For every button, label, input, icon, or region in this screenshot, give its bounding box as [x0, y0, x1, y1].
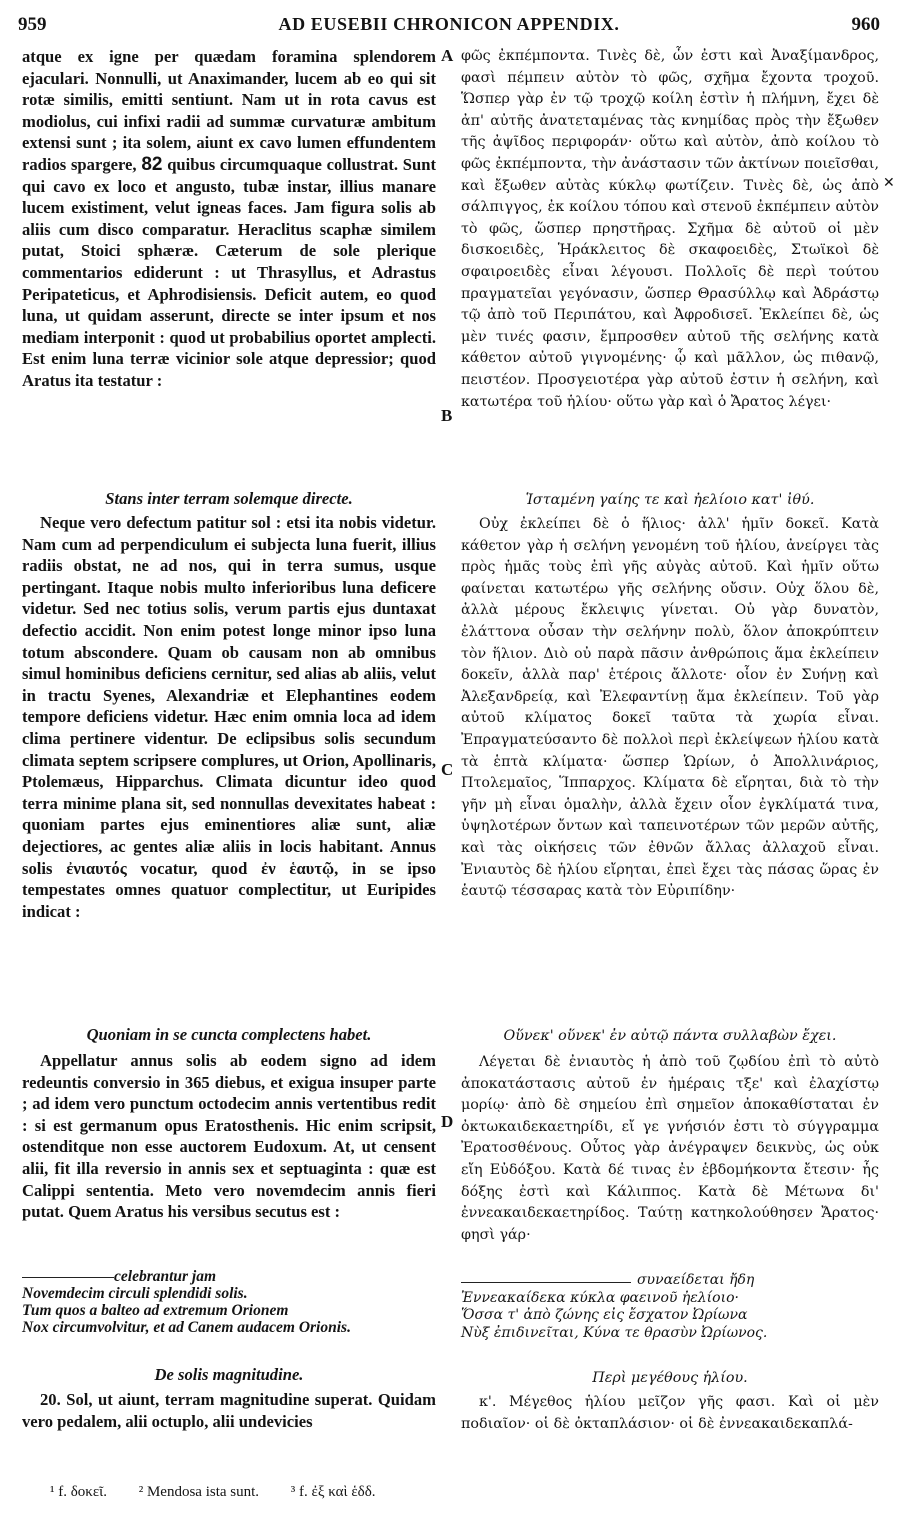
footnote-2: ² Mendosa ista sunt.	[138, 1484, 260, 1500]
page-number-left: 959	[18, 14, 47, 35]
greek-paragraph-1	[461, 46, 879, 413]
margin-letter-a: A	[441, 46, 454, 65]
greek-paragraph-4	[461, 1392, 879, 1435]
latin-poem-line-2: Novemdecim circuli splendidi solis.	[22, 1285, 248, 1302]
latin-paragraph-4-text: 20. Sol, ut aiunt, terram magnitudine superat. Quidam vero pedalem, alii octuplo, alii undevicies	[22, 1390, 436, 1431]
margin-letter-b: B	[441, 406, 453, 425]
footnote-1: ¹ f. δοκεῖ.	[50, 1484, 107, 1500]
latin-paragraph-2	[22, 512, 436, 922]
footnote-3: ³ f. ἐξ καὶ ἑδδ.	[290, 1484, 376, 1500]
greek-paragraph-2	[461, 514, 879, 903]
greek-poem-line-1: συναείδεται ἤδη	[637, 1272, 755, 1288]
latin-verse-2-text: Quoniam in se cuncta complectens habet.	[86, 1025, 372, 1044]
greek-verse-2-text: Οὕνεκ' οὕνεκ' ἐν αὐτῷ πάντα συλλαβὼν ἔχει.	[503, 1028, 837, 1044]
page-header	[18, 14, 880, 40]
latin-paragraph-3-text: Appellatur annus solis ab eodem signo ad idem redeuntis conversio in 365 diebus, et exigua insuper parte ; ad idem vero punctum octodecim annis vertentibus redit : si est germanum opus Eratosthenis. Hic enim scripsit, ostenditque non esse auctorem Eudoxum. At, ut censent alii, fit illa reversio in annis sex et septuaginta : quæ est Calippi sententia. Meto vero novemdecim annis fieri putat. Quem Aratus his versibus secutus est :	[22, 1051, 436, 1222]
latin-heading	[22, 1364, 436, 1386]
latin-poem-line-4: Nox circumvolvitur, et ad Canem audacem Orionis.	[22, 1319, 351, 1336]
greek-poem-line-3: Ὅσσα τ' ἀπὸ ζώνης εἰς ἔσχατον Ὠρίωνα	[461, 1307, 748, 1323]
greek-paragraph-1-text: φῶς ἐκπέμποντα. Τινὲς δὲ, ὧν ἐστι καὶ Ἀναξίμανδρος, φασὶ πέμπειν αὐτὸν τὸ φῶς, σχῆμα ἔχοντα τροχοῦ. Ὥσπερ γὰρ ἐν τῷ τροχῷ κοίλη ἐστὶν ἡ πλήμνη, ἔχει δὲ ἀπ' αὐτῆς ἀνατεταμένας τὰς κνημίδας πρὸς τὴν ἔξωθεν τῆς ἀψῖδος περιφοράν· οὕτω καὶ αὐτὸν, ἀπὸ κοίλου τὸ φῶς ἐκπέμποντα, τὴν ἀνάστασιν τῶν ἀκτίνων ποιεῖσθαι, καὶ ἔξωθεν αὐτὰς κύκλῳ φωτίζειν. Τινὲς δὲ, ὡς ἀπὸ σάλπιγγος, ἐκ κοίλου τόπου καὶ στενοῦ ἐκπέμπειν αὐτὸν τὸ φῶς, ὥσπερ πρηστῆρας. Σχῆμα δὲ αὐτοῦ οἱ μὲν δισκοειδὲς, Ἡράκλειτος δὲ σκαφοειδὲς, Στωϊκοὶ δὲ σφαιροειδὲς εἶναι λέγουσι. Πολλοῖς δὲ περὶ τούτου πραγματεῖαι γεγόνασιν, ὥσπερ Θρασύλλῳ καὶ Ἀδράστῳ τῷ ἀπὸ τοῦ Περιπάτου, καὶ Ἀφροδισεῖ. Ἐκλείπει δὲ, ὡς μὲν τινές φασιν, ἔμπροσθεν αὐτοῦ τῆς σελήνης κατὰ κάθετον αὐτοῦ γιγνομένης· ᾧ καὶ μᾶλλον, ὡς πιθανῷ, πειστέον. Προσγειοτέρα γὰρ αὐτοῦ ἐστιν ἡ σελήνη, καὶ κατωτέρα τοῦ ἡλίου· οὕτω γὰρ καὶ ὁ Ἄρατος λέγει·	[461, 48, 879, 410]
footnotes	[50, 1484, 470, 1501]
latin-heading-text: De solis magnitudine.	[154, 1365, 304, 1384]
page-number-right: 960	[851, 14, 880, 35]
greek-paragraph-3	[461, 1052, 879, 1246]
greek-heading	[461, 1368, 879, 1390]
greek-poem-line-2: Ἐννεακαίδεκα κύκλα φαεινοῦ ἠελίοιο·	[461, 1289, 739, 1306]
margin-asterisk: ✕	[883, 175, 895, 191]
greek-heading-text: Περὶ μεγέθους ἡλίου.	[592, 1370, 748, 1386]
greek-verse-1	[461, 490, 879, 512]
latin-paragraph-1	[22, 46, 436, 392]
running-title: AD EUSEBII CHRONICON APPENDIX.	[278, 14, 620, 34]
column-marker: 82	[141, 153, 163, 175]
latin-verse-1-text: Stans inter terram solemque directe.	[105, 489, 353, 508]
latin-poem-line-3: Tum quos a balteo ad extremum Orionem	[22, 1302, 289, 1319]
latin-paragraph-1b: quibus circumquaque collustrat. Sunt qui cavo ex loco et angusto, tubæ instar, illius manare lucem existiment, velut igneas faces. Jam figura solis ab aliis cum disco comparatur. Heraclitus scaphæ similem putat, Stoici sphæræ. Cæterum de sole plerique commentarios ediderunt : ut Thrasyllus, et Adrastus Peripateticus, et Aphrodisiensis. Deficit autem, eo quod luna, ut quidam asserunt, directe se inter ipsum et nos mediam interponit : quod ut probabilius oportet amplecti. Est enim luna terræ vicinior sole atque depressior; quod Aratus ita testatur :	[22, 154, 437, 390]
latin-paragraph-3	[22, 1050, 436, 1223]
latin-paragraph-1a: atque ex igne per quædam foramina splendorem ejaculari. Nonnulli, ut Anaximander, lucem ab eo qui sit rotæ similis, emitti sentiunt. Nam ut in rota cavus est modiolus, cui infixi radii ad summæ curvaturæ ambitum extensi sunt ; ita solem, aiunt ex cavo lumen effundentem radios spargere,	[22, 47, 436, 174]
margin-letter-d: D	[441, 1112, 454, 1131]
latin-paragraph-2-text: Neque vero defectum patitur sol : etsi ita nobis videtur. Nam cum ad perpendiculum ei subjecta luna fuerit, illius radiis obstat, ne ad nos, qui in terra sumus, usque pertingant. Itaque nobis multo inferioribus luna deficere videtur. Sed nec totius solis, verum partis ejus duntaxat defectio accidit. Non enim potest longe minor ipso luna totum abscondere. Quam ob causam non ab omnibus simul hominibus deficiens cernitur, sed alias ab aliis, velut in tractu Syenes, Alexandriæ et Elephantines eodem tempore deficiens videtur. Hæc enim omnia loca ad idem clima pertinere videntur. De eclipsibus solis secundum climata septem scripsere complures, ut Orion, Apollinaris, Ptolemæus, Hipparchus. Climata dicuntur ideo quod terra minime plana sit, sed nonnullas devexitates habeat : quoniam partes ejus eminentiores aliæ sunt, aliæ dejectiores, ac gentes aliæ aliis in locis habitant. Annus solis ἐνιαυτός vocatur, quod ἐν ἑαυτῷ, in se ipso tempestates omnes quatuor complectitur, ut Euripides indicat :	[22, 513, 436, 921]
greek-paragraph-4-text: κ'. Μέγεθος ἡλίου μεῖζον γῆς φασι. Καὶ οἱ μὲν ποδιαῖον· οἱ δὲ ὀκταπλάσιον· οἱ δὲ ἐννεακαιδεκαπλά-	[461, 1394, 879, 1432]
greek-paragraph-3-text: Λέγεται δὲ ἐνιαυτὸς ἡ ἀπὸ τοῦ ζῳδίου ἐπὶ τὸ αὐτὸ ἀποκατάστασις αὐτοῦ ἐν ἡμέραις τξε' καὶ ἐλαχίστῳ μορίῳ· ἀπὸ δὲ σημείου ἐπὶ σημεῖον ἀποκαθίσταται ἐν ὀκτωκαιδεκαετηρίδι, εἴ γε γνήσιόν ἐστι τὸ σύγγραμμα Ἐρατοσθένους. Οὗτος γὰρ ἀνέγραψεν δεικνὺς, ὡς οὐκ εἴη Εὐδόξου. Κατὰ δέ τινας ἐν ἑβδομήκοντα ἔτεσιν· ἧς δόξης ἐστὶ καὶ Κάλιππος. Κατὰ δὲ Μέτωνα δι' ἐννεακαιδεκαετηρίδος. Ταύτῃ κατηκολούθησεν Ἄρατος· φησὶ γάρ·	[461, 1054, 879, 1243]
latin-paragraph-4	[22, 1389, 436, 1432]
greek-verse-2	[461, 1026, 879, 1048]
latin-verse-2	[22, 1024, 436, 1046]
greek-paragraph-2-text: Οὐχ ἐκλείπει δὲ ὁ ἥλιος· ἀλλ' ἡμῖν δοκεῖ. Κατὰ κάθετον γὰρ ἡ σελήνη γενομένη τοῦ ἡλίου, ἀνείργει τὰς πρὸς ἡμᾶς τοὺς ἐπὶ γῆς αὐγὰς αὐτοῦ. Καὶ ἡμῖν οὕτω φαίνεται κατωτέρω γῆς σελήνης οὔσιν. Οὐχ ὅλου δὲ, ἀλλὰ μέρους ἔκλειψις γίνεται. Οὐ γὰρ δυνατὸν, ἐλάττονα οὖσαν τὴν σελήνην πολὺ, ὅλον ἀποκρύπτειν τὸν ἥλιον. Διὸ οὐ παρὰ πᾶσιν ἀνθρώποις ἅμα ἐκλείπειν δοκεῖν, ἀλλὰ παρ' ἑτέροις ἄλλοτε· οἷον ἐν Συήνῃ καὶ Ἀλεξανδρείᾳ, καὶ Ἐλεφαντίνῃ ἅμα ἐκλείπειν. Τοῦ γὰρ αὐτοῦ κλίματος δοκεῖ ταῦτα τὰ χωρία εἶναι. Ἐπραγματεύσαντο δὲ πολλοὶ περὶ ἐκλείψεων ἡλίου κατὰ τὰ ἑπτὰ κλίματα· ὥσπερ Ὡρίων, ὁ Ἀπολλινάριος, Πτολεμαῖος, Ἵππαρχος. Κλίματα δὲ εἴρηται, διὰ τὸ τὴν γῆν μὴ εἶναι ὁμαλὴν, ἀλλὰ ἔχειν οἷον ἐγκλίματά τινα, ὑψηλοτέρων ὄντων καὶ ταπεινοτέρων τῶν μερῶν αὐτῆς, καὶ τὰς οἰκήσεις τῶν ἐθνῶν ἄλλας ἀλλαχοῦ εἶναι. Ἐνιαυτὸς δὲ ἡλίου εἴρηται, ἐπεὶ ἔχει τὰς πάσας ὥρας ἐν ἑαυτῷ τέσσαρας κατὰ τὸν Εὐριπίδην·	[461, 516, 879, 900]
latin-poem-line-1: celebrantur jam	[114, 1268, 217, 1285]
greek-verse-1-text: Ἱσταμένη γαίης τε καὶ ἠελίοιο κατ' ἰθύ.	[525, 492, 815, 508]
latin-verse-1	[22, 488, 436, 510]
margin-letter-c: C	[441, 760, 454, 779]
greek-poem-line-4: Νὺξ ἐπιδινεῖται, Κύνα τε θρασὺν Ὠρίωνος.	[461, 1324, 768, 1341]
latin-poem	[22, 1268, 436, 1336]
greek-poem	[461, 1272, 879, 1342]
